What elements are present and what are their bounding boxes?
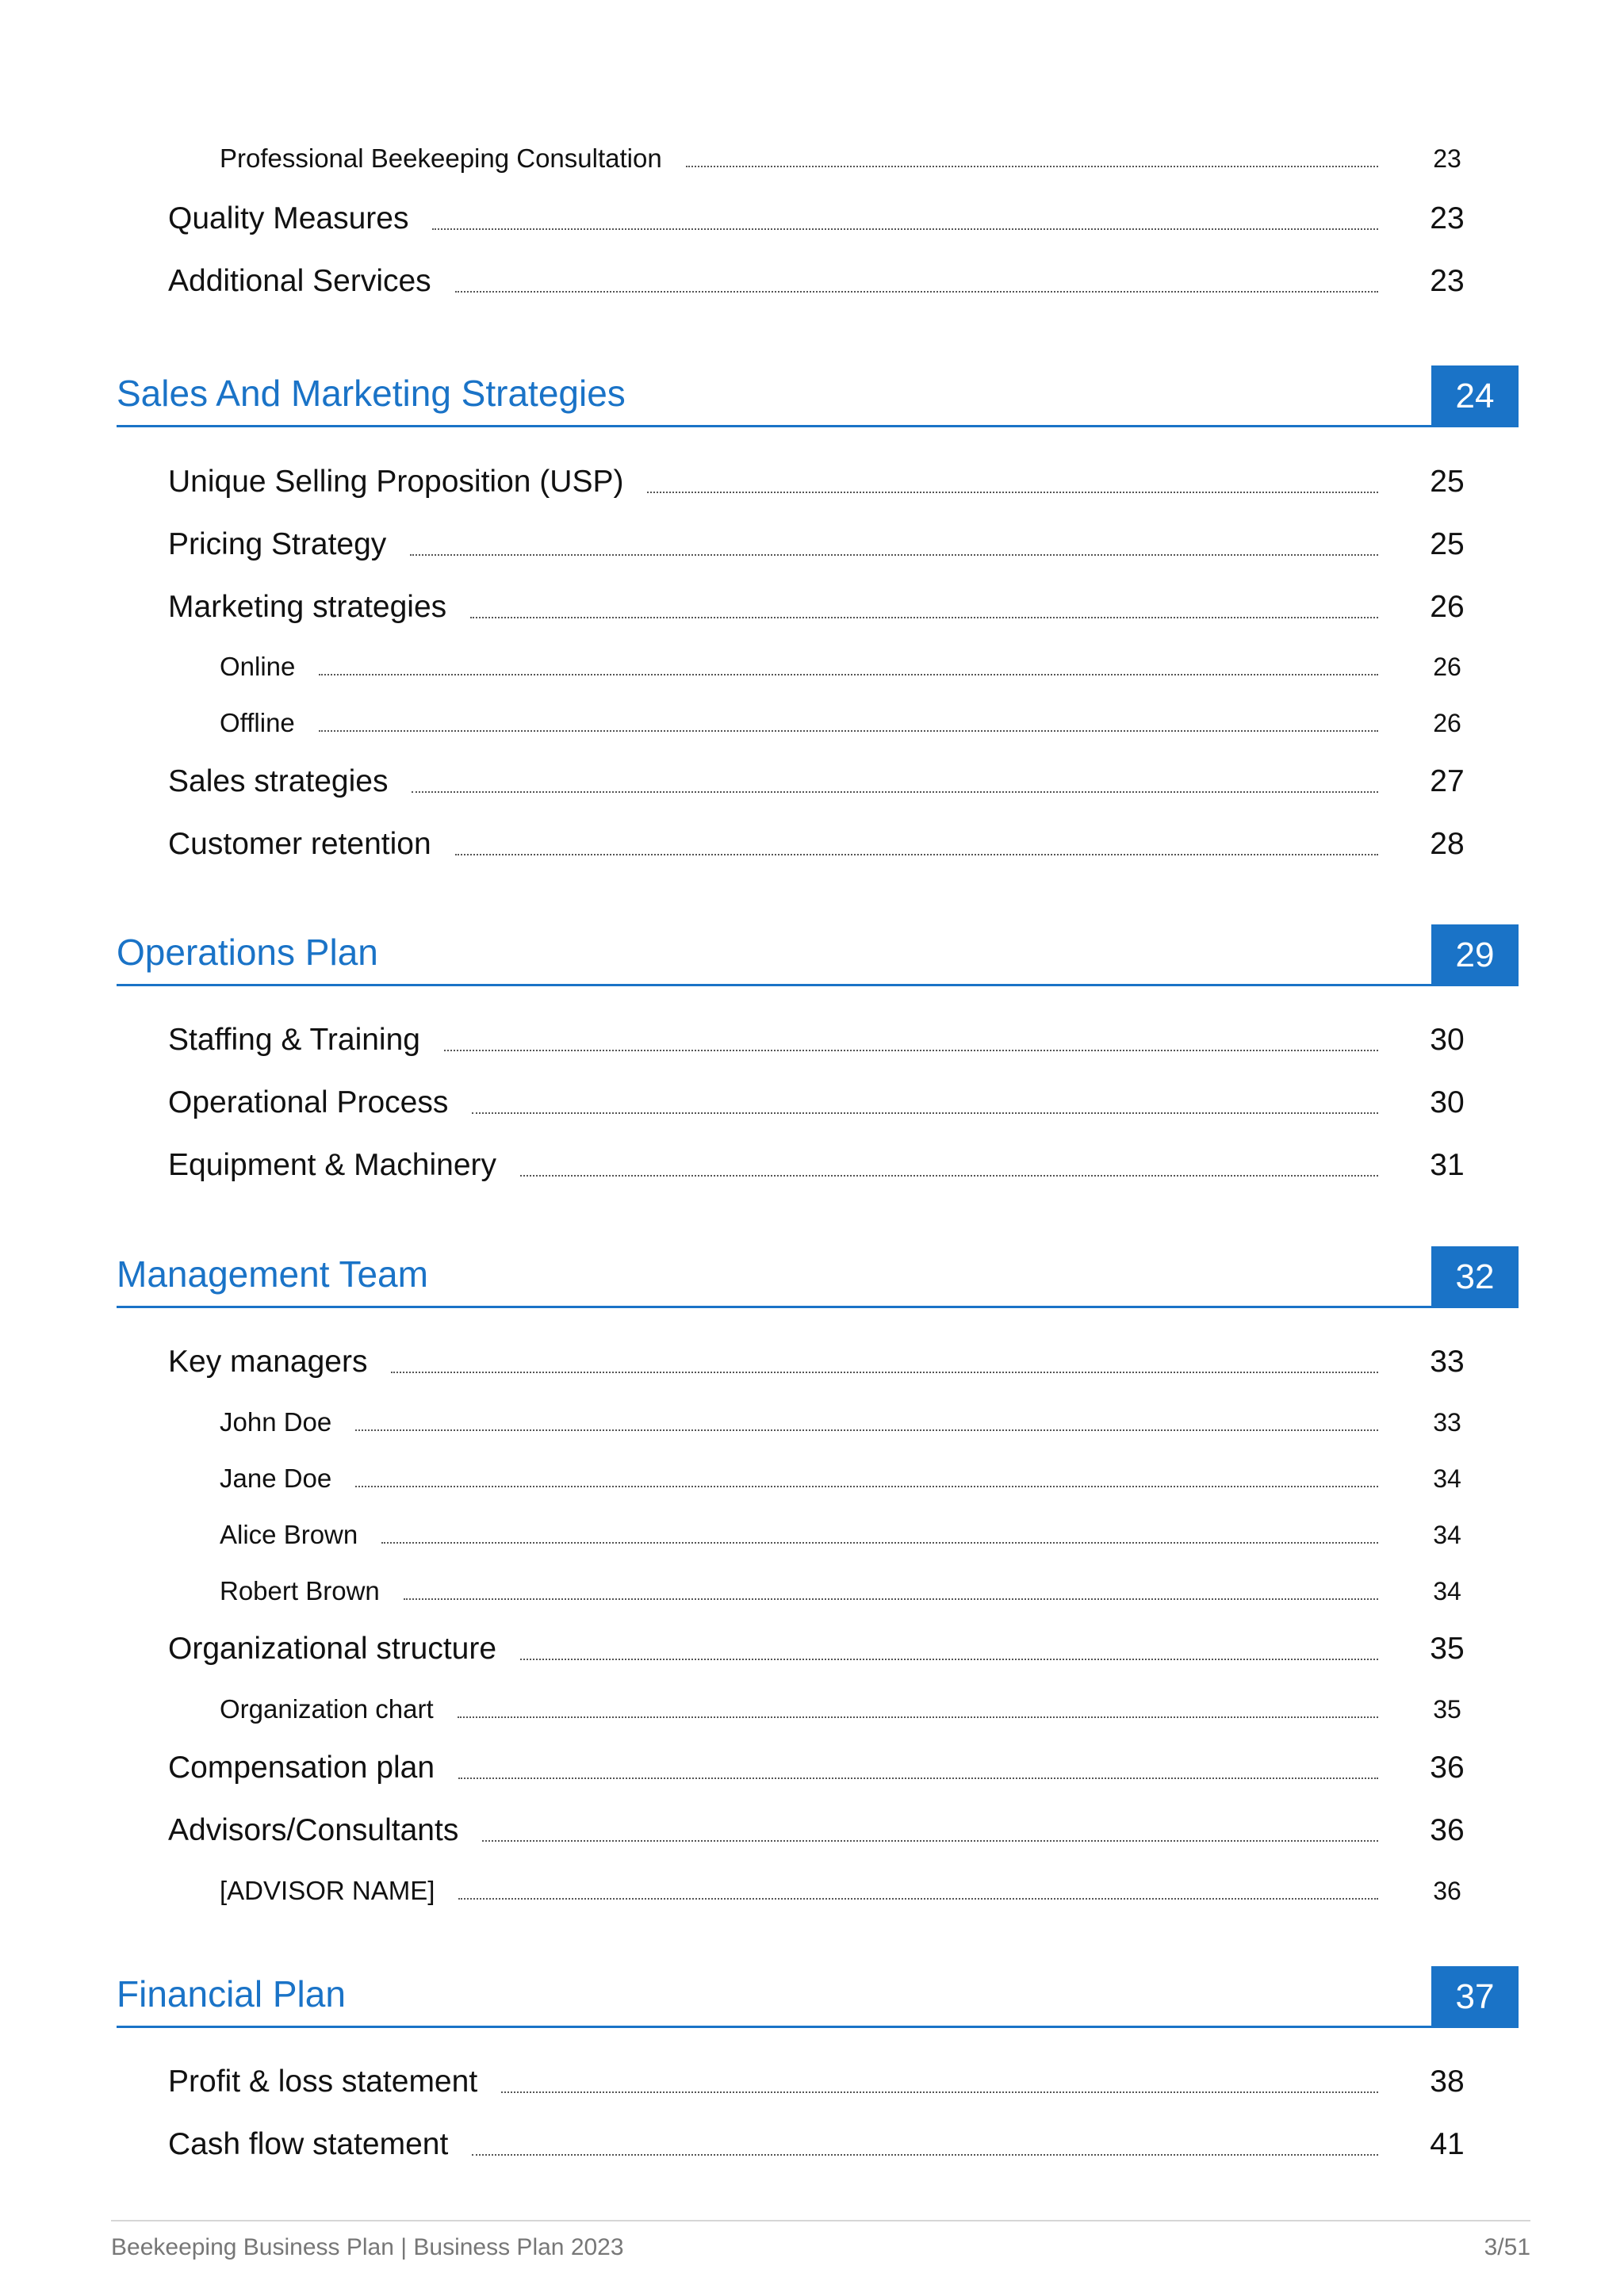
toc-entry-page: 26 — [1433, 652, 1461, 681]
toc-entry-label: Staffing & Training — [168, 1023, 420, 1057]
toc-entry-label: Quality Measures — [168, 201, 409, 235]
dotted-leader — [319, 730, 1378, 732]
toc-entry-label: Organization chart — [220, 1694, 434, 1724]
toc-entry-page: 26 — [1430, 590, 1465, 624]
dotted-leader — [458, 1898, 1378, 1900]
toc-entry-organization-chart[interactable] — [220, 1694, 1491, 1724]
dotted-leader — [355, 1429, 1378, 1431]
toc-entry-page: 34 — [1433, 1577, 1461, 1605]
section-title: Financial Plan — [117, 1973, 346, 2015]
dotted-leader — [410, 554, 1378, 556]
dotted-leader — [404, 1598, 1378, 1600]
footer-document-title: Beekeeping Business Plan | Business Plan 2023 — [111, 2234, 624, 2260]
dotted-leader — [412, 791, 1378, 793]
toc-entry-label: Alice Brown — [220, 1520, 358, 1549]
toc-entry-label: Jane Doe — [220, 1464, 332, 1493]
toc-entry-label: Professional Beekeeping Consultation — [220, 144, 662, 173]
toc-entry-page: 23 — [1433, 144, 1461, 173]
toc-entry-page: 30 — [1430, 1023, 1465, 1057]
toc-entry-key-managers[interactable] — [168, 1345, 1491, 1380]
toc-entry-page: 25 — [1430, 465, 1465, 499]
toc-entry-online[interactable] — [220, 652, 1491, 682]
dotted-leader — [520, 1175, 1378, 1177]
toc-entry-pricing-strategy[interactable] — [168, 527, 1491, 562]
dotted-leader — [319, 674, 1378, 675]
toc-entry-label: Online — [220, 652, 296, 681]
dotted-leader — [455, 291, 1378, 293]
dotted-leader — [391, 1372, 1378, 1373]
toc-entry-page: 23 — [1430, 201, 1465, 235]
toc-entry-label: [ADVISOR NAME] — [220, 1876, 435, 1905]
toc-entry-sales-strategies[interactable] — [168, 764, 1491, 799]
toc-entry-label: Offline — [220, 708, 295, 737]
toc-entry-page: 28 — [1430, 827, 1465, 861]
toc-entry-label: Sales strategies — [168, 764, 389, 798]
toc-entry-page: 25 — [1430, 527, 1465, 561]
dotted-leader — [455, 854, 1378, 855]
toc-entry-label: John Doe — [220, 1407, 332, 1437]
toc-entry-page: 41 — [1430, 2127, 1465, 2161]
section-underline — [117, 425, 1519, 427]
toc-entry-offline[interactable] — [220, 708, 1491, 738]
toc-entry-label: Operational Process — [168, 1085, 449, 1119]
toc-section-sales-and-marketing-strategies[interactable] — [117, 365, 1519, 427]
footer-page-indicator: 3/51 — [1484, 2234, 1530, 2260]
dotted-leader — [482, 1840, 1378, 1842]
section-underline — [117, 984, 1519, 986]
toc-entry-advisors-consultants[interactable] — [168, 1813, 1491, 1848]
toc-entry-page: 26 — [1433, 709, 1461, 737]
toc-entry-label: Key managers — [168, 1345, 368, 1379]
toc-entry-label: Robert Brown — [220, 1576, 380, 1605]
toc-entry-jane-doe[interactable] — [220, 1464, 1491, 1494]
dotted-leader — [444, 1050, 1378, 1051]
toc-entry-label: Unique Selling Proposition (USP) — [168, 465, 624, 499]
section-underline — [117, 1306, 1519, 1308]
section-underline — [117, 2026, 1519, 2028]
toc-entry-page: 30 — [1430, 1085, 1465, 1119]
toc-entry-robert-brown[interactable] — [220, 1576, 1491, 1606]
toc-section-operations-plan[interactable] — [117, 924, 1519, 986]
toc-entry-operational-process[interactable] — [168, 1085, 1491, 1120]
toc-entry-label: Marketing strategies — [168, 590, 447, 624]
section-page-badge: 32 — [1431, 1246, 1519, 1308]
toc-entry-label: Pricing Strategy — [168, 527, 387, 561]
toc-entry-page: 34 — [1433, 1464, 1461, 1493]
section-page-badge: 37 — [1431, 1966, 1519, 2028]
toc-entry-customer-retention[interactable] — [168, 827, 1491, 862]
toc-entry-organizational-structure[interactable] — [168, 1632, 1491, 1667]
toc-entry-page: 34 — [1433, 1521, 1461, 1549]
toc-entry-page: 23 — [1430, 264, 1465, 298]
toc-entry-staffing-and-training[interactable] — [168, 1023, 1491, 1058]
toc-entry-page: 35 — [1433, 1695, 1461, 1724]
toc-entry-quality-measures[interactable] — [168, 201, 1491, 236]
dotted-leader — [647, 492, 1378, 493]
dotted-leader — [520, 1659, 1378, 1660]
toc-entry-john-doe[interactable] — [220, 1407, 1491, 1437]
dotted-leader — [686, 166, 1378, 167]
toc-entry-cash-flow-statement[interactable] — [168, 2127, 1491, 2162]
toc-entry-page: 33 — [1430, 1345, 1465, 1379]
toc-entry-page: 31 — [1430, 1148, 1465, 1182]
toc-entry-page: 35 — [1430, 1632, 1465, 1666]
toc-entry-label: Cash flow statement — [168, 2127, 449, 2161]
dotted-leader — [458, 1716, 1378, 1718]
toc-entry-label: Equipment & Machinery — [168, 1148, 497, 1182]
toc-entry-page: 36 — [1430, 1751, 1465, 1785]
dotted-leader — [432, 228, 1378, 230]
toc-entry-label: Additional Services — [168, 264, 431, 298]
toc-entry-profit-and-loss-statement[interactable] — [168, 2064, 1491, 2099]
toc-entry-advisor-name[interactable] — [220, 1876, 1491, 1906]
dotted-leader — [472, 2154, 1378, 2156]
toc-entry-label: Customer retention — [168, 827, 431, 861]
toc-entry-compensation-plan[interactable] — [168, 1751, 1491, 1785]
dotted-leader — [470, 617, 1378, 618]
toc-entry-label: Organizational structure — [168, 1632, 497, 1666]
dotted-leader — [458, 1777, 1378, 1779]
toc-entry-alice-brown[interactable] — [220, 1520, 1491, 1550]
toc-entry-marketing-strategies[interactable] — [168, 590, 1491, 625]
toc-entry-page: 36 — [1430, 1813, 1465, 1847]
dotted-leader — [472, 1112, 1378, 1114]
dotted-leader — [355, 1486, 1378, 1487]
section-title: Management Team — [117, 1253, 428, 1295]
toc-entry-label: Profit & loss statement — [168, 2064, 478, 2099]
dotted-leader — [501, 2091, 1378, 2093]
toc-section-financial-plan[interactable] — [117, 1966, 1519, 2028]
toc-entry-equipment-and-machinery[interactable] — [168, 1148, 1491, 1183]
toc-entry-unique-selling-proposition[interactable] — [168, 465, 1491, 499]
toc-entry-page: 38 — [1430, 2064, 1465, 2099]
section-page-badge: 29 — [1431, 924, 1519, 986]
toc-entry-label: Compensation plan — [168, 1751, 435, 1785]
toc-entry-page: 27 — [1430, 764, 1465, 798]
toc-entry-additional-services[interactable] — [168, 264, 1491, 299]
section-title: Operations Plan — [117, 932, 378, 973]
dotted-leader — [381, 1542, 1378, 1544]
toc-entry-page: 36 — [1433, 1877, 1461, 1905]
toc-entry-page: 33 — [1433, 1408, 1461, 1437]
section-title: Sales And Marketing Strategies — [117, 373, 626, 414]
toc-entry-professional-beekeeping-consultation[interactable] — [220, 144, 1491, 174]
footer-divider — [111, 2220, 1530, 2221]
section-page-badge: 24 — [1431, 365, 1519, 427]
toc-section-management-team[interactable] — [117, 1246, 1519, 1308]
toc-entry-label: Advisors/Consultants — [168, 1813, 459, 1847]
